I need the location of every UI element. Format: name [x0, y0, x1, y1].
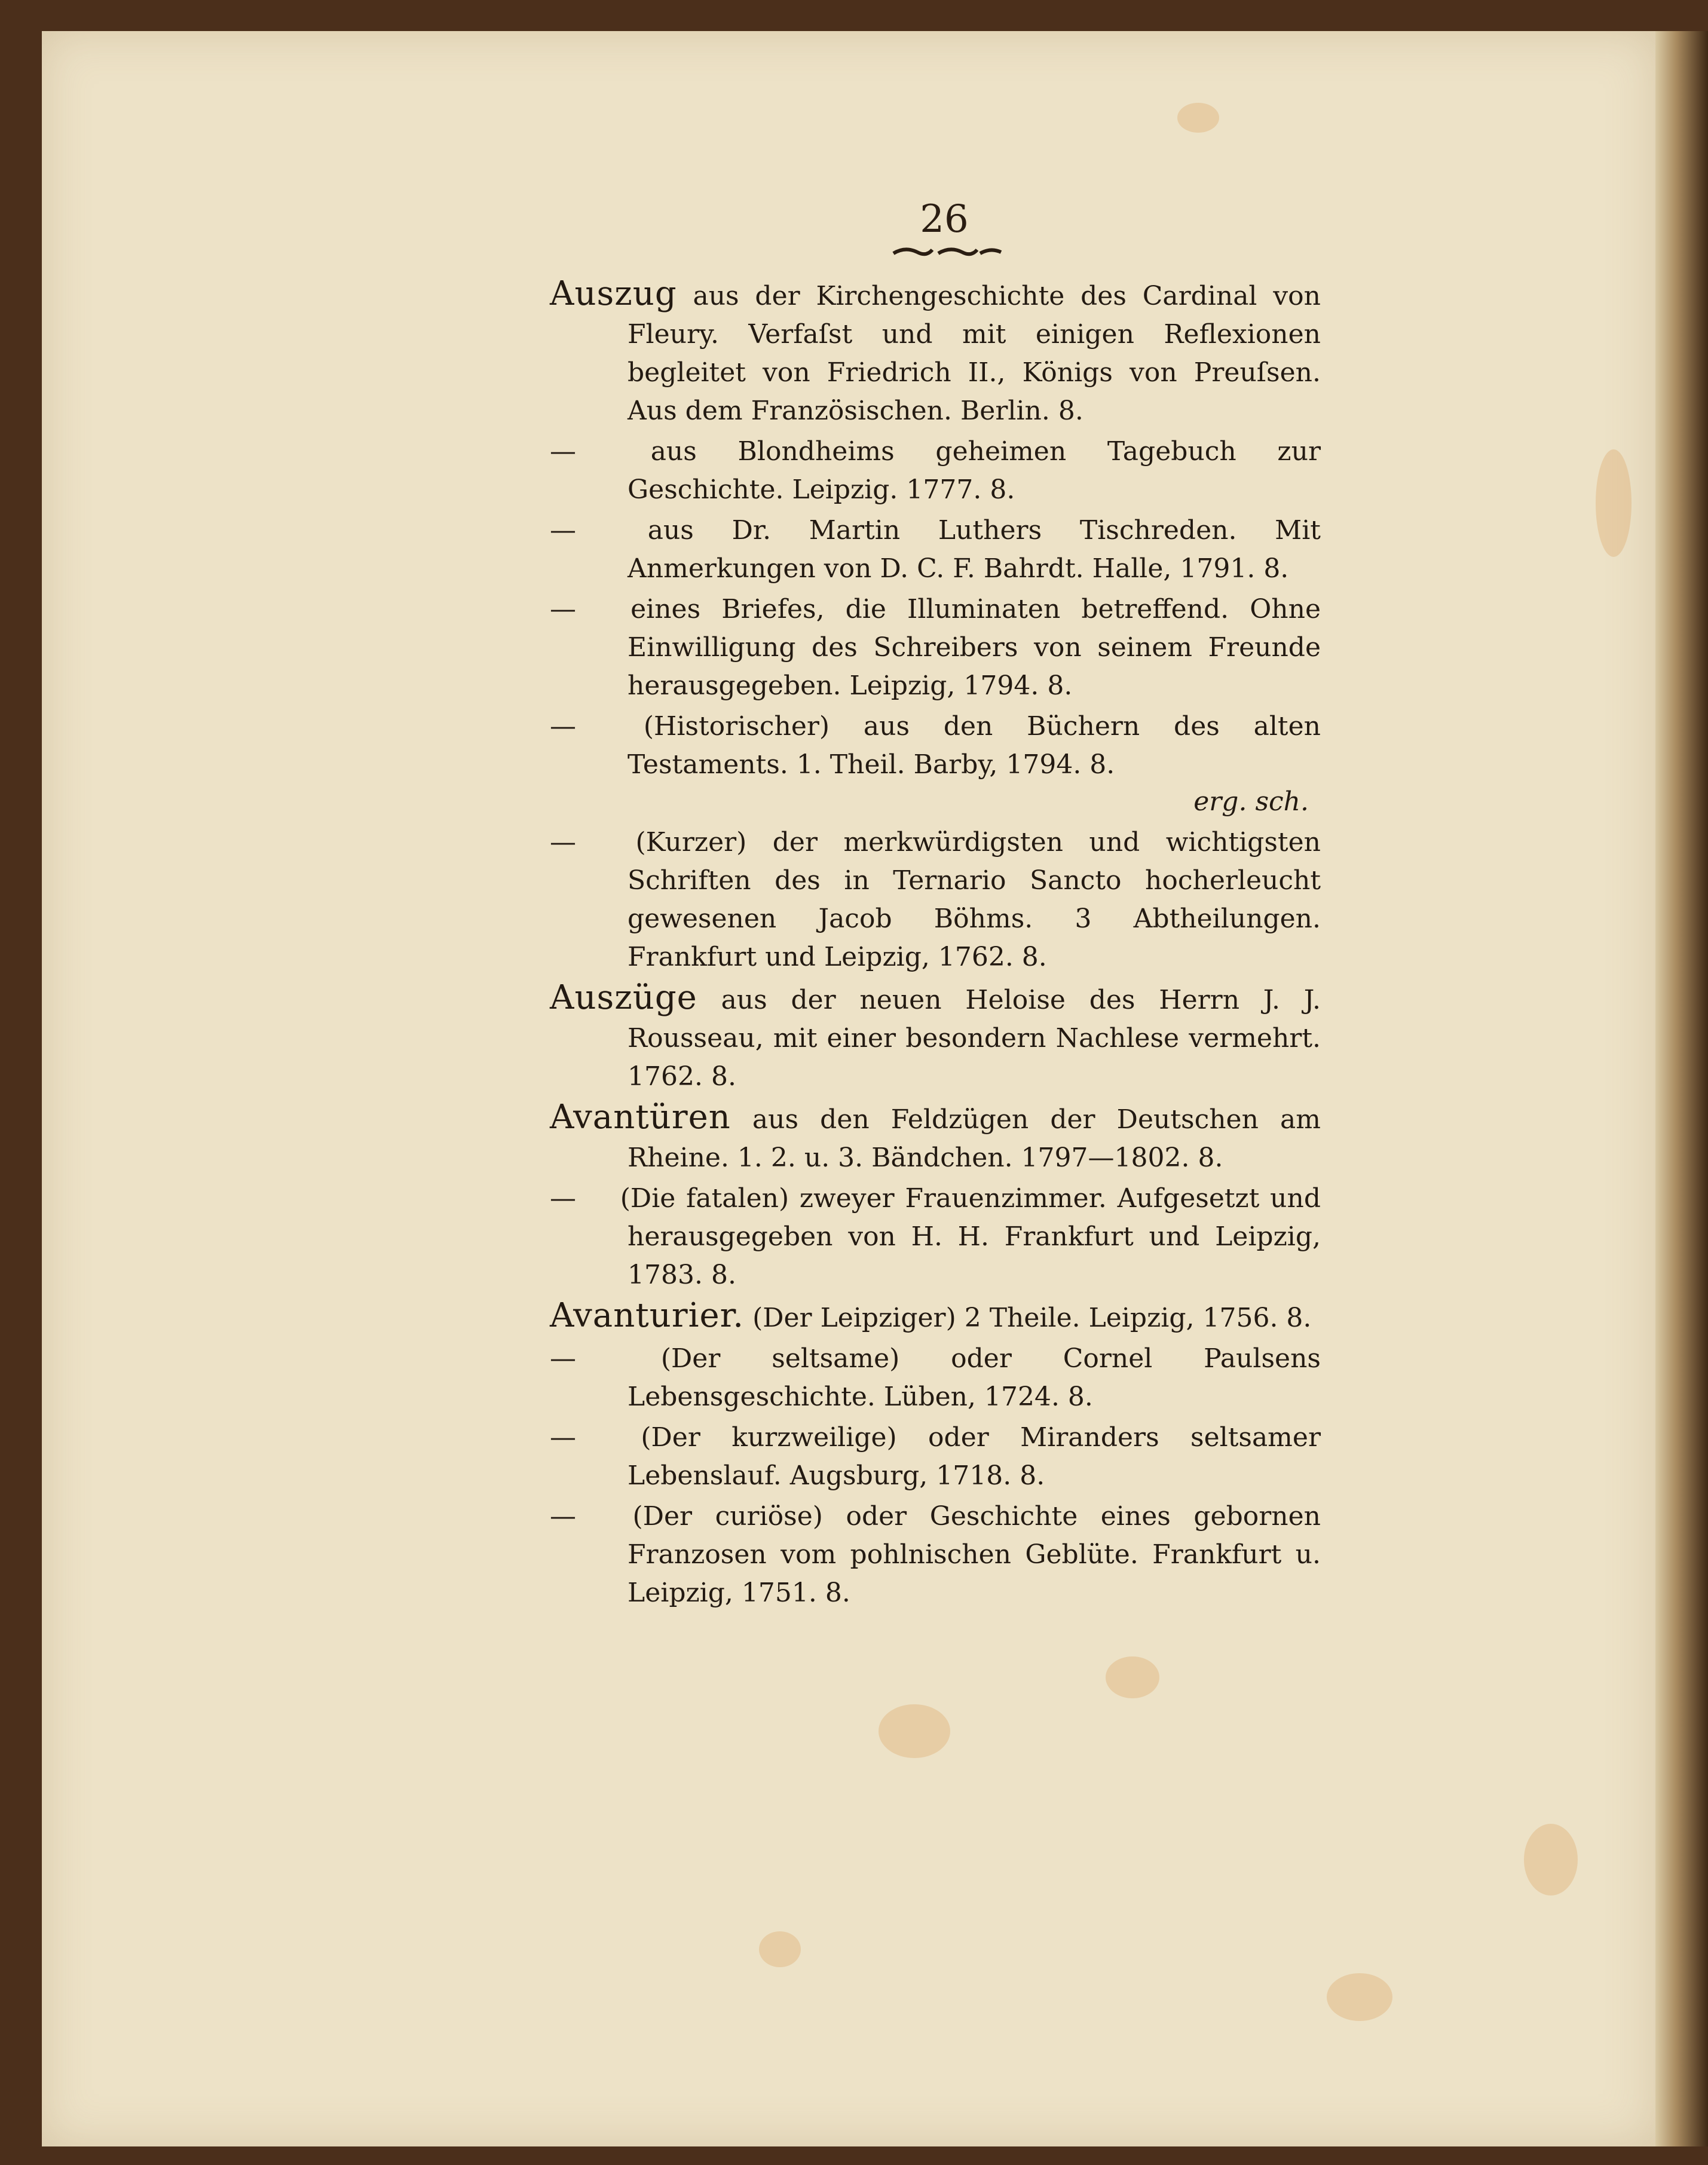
- entry-text: (Der kurzweilige) oder Miranders seltsamer Lebenslauf. Augsburg, 1718. 8.: [628, 1422, 1321, 1491]
- entry-dash: —: [550, 1422, 576, 1453]
- entry-sub: [550, 1419, 1321, 1495]
- entry-text: (Die fatalen) zweyer Frauenzimmer. Aufgesetzt und herausgegeben von H. H. Frankfurt und Leipzig, 1783. 8.: [620, 1183, 1321, 1290]
- entry-sub: [550, 590, 1321, 705]
- catalog-entries: [550, 275, 1321, 1615]
- entry-sub: [550, 512, 1321, 588]
- entry-dash: —: [550, 594, 576, 624]
- entry-auszuege: [550, 979, 1321, 1096]
- entry-text: (Der curiöse) oder Geschichte eines gebornen Franzosen vom pohlnischen Geblüte. Frankfurt u. Leipzig, 1751. 8.: [628, 1501, 1321, 1608]
- entry-dash: —: [550, 1183, 576, 1214]
- ornament-divider: [890, 244, 1004, 259]
- entry-text: aus Blondheims geheimen Tagebuch zur Geschichte. Leipzig. 1777. 8.: [628, 436, 1321, 505]
- entry-text: eines Briefes, die Illuminaten betreffend. Ohne Einwilligung des Schreibers von seinem Freunde herausgegeben. Leipzig, 1794. 8.: [628, 594, 1321, 701]
- entry-headword: Avanturier.: [550, 1296, 745, 1335]
- entry-text: (Historischer) aus den Büchern des alten Testaments. 1. Theil. Barby, 1794. 8.: [628, 711, 1321, 780]
- entry-text: aus der Kirchengeschichte des Cardinal von Fleury. Verfaſst und mit einigen Reflexionen begleitet von Friedrich II., Königs von Preuſsen. Aus dem Französischen. Berlin. 8.: [628, 281, 1321, 426]
- entry-dash: —: [550, 515, 576, 546]
- entry-headword: Auszüge: [550, 978, 697, 1017]
- entry-text: aus der neuen Heloise des Herrn J. J. Rousseau, mit einer besondern Nachlese vermehrt. 1762. 8.: [628, 985, 1321, 1092]
- entry-avanturier: [550, 1297, 1321, 1337]
- entry-sub: [550, 823, 1321, 976]
- entry-headword: Avantüren: [550, 1098, 731, 1137]
- entry-sub: [550, 433, 1321, 509]
- page-number: 26: [920, 197, 969, 241]
- entry-dash: —: [550, 436, 576, 467]
- entry-sub: [550, 1180, 1321, 1294]
- entry-sub: [550, 1340, 1321, 1416]
- entry-dash: —: [550, 827, 576, 858]
- entry-sub: [550, 1498, 1321, 1612]
- entry-sub: [550, 708, 1321, 784]
- entry-text: aus den Feldzügen der Deutschen am Rheine. 1. 2. u. 3. Bändchen. 1797—1802. 8.: [628, 1104, 1321, 1173]
- entry-avantueren: [550, 1098, 1321, 1177]
- entry-text: (Kurzer) der merkwürdigsten und wichtigsten Schriften des in Ternario Sancto hocherleucht gewesenen Jacob Böhms. 3 Abtheilungen. Frankfurt und Leipzig, 1762. 8.: [628, 827, 1321, 972]
- entry-auszug: [550, 275, 1321, 430]
- entry-text: (Der seltsame) oder Cornel Paulsens Lebensgeschichte. Lüben, 1724. 8.: [628, 1343, 1321, 1412]
- entry-dash: —: [550, 711, 576, 742]
- book-spine: [1655, 31, 1708, 2146]
- entry-headword: Auszug: [550, 274, 677, 313]
- signature-note: erg. sch.: [1193, 786, 1309, 817]
- entry-dash: —: [550, 1501, 576, 1532]
- entry-dash: —: [550, 1343, 576, 1374]
- entry-text: (Der Leipziger) 2 Theile. Leipzig, 1756. 8.: [752, 1303, 1312, 1333]
- entry-text: aus Dr. Martin Luthers Tischreden. Mit Anmerkungen von D. C. F. Bahrdt. Halle, 1791. 8.: [628, 515, 1321, 584]
